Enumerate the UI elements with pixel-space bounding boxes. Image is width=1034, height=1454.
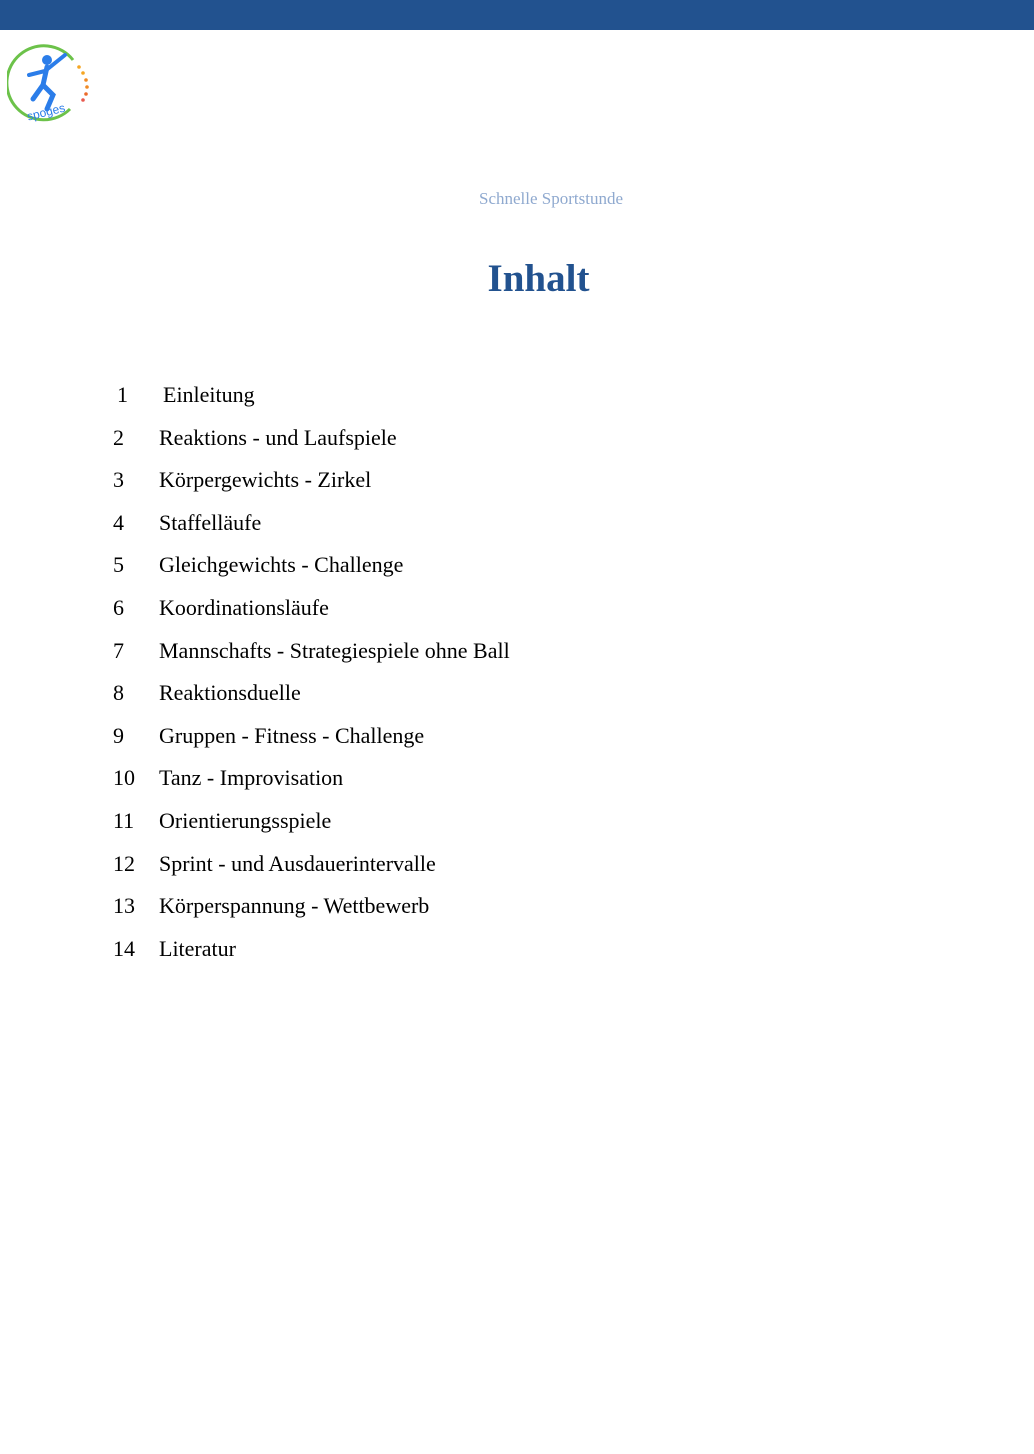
- toc-entry-label: Koordinationsläufe: [159, 594, 329, 620]
- toc-entry[interactable]: [113, 421, 813, 464]
- toc-entry[interactable]: [113, 463, 813, 506]
- document-subtitle: Schnelle Sportstunde: [478, 189, 623, 208]
- toc-entry-number: 12: [113, 850, 135, 876]
- toc-entry-number: 8: [113, 680, 124, 706]
- toc-entry-label: Einleitung: [163, 382, 255, 407]
- header-bar: [0, 0, 1034, 30]
- page-title: Inhalt: [487, 257, 590, 300]
- spoges-logo: [7, 43, 93, 125]
- toc-entry[interactable]: [113, 378, 813, 421]
- toc-entry[interactable]: [113, 804, 813, 847]
- toc-entry-label: Körpergewichts - Zirkel: [159, 467, 372, 493]
- toc-entry-number: 4: [113, 509, 124, 535]
- toc-entry[interactable]: [113, 548, 813, 591]
- toc-entry-number: 2: [113, 424, 124, 450]
- toc-entry-number: 9: [113, 722, 124, 748]
- toc-entry[interactable]: [113, 591, 813, 634]
- toc-entry[interactable]: [113, 719, 813, 762]
- toc-entry-number: 11: [113, 807, 135, 833]
- toc-entry[interactable]: [113, 761, 813, 804]
- toc-entry-number: 10: [113, 765, 135, 791]
- toc-entry-label: Mannschafts - Strategiespiele ohne Ball: [159, 637, 510, 663]
- toc-entry-label: Staffelläufe: [159, 509, 262, 535]
- toc-entry-number: 7: [113, 637, 124, 663]
- toc-entry-label: Gleichgewichts - Challenge: [159, 552, 404, 578]
- toc-entry-number: 6: [113, 594, 124, 620]
- toc-entry-number: 13: [113, 893, 135, 919]
- toc-entry-label: Reaktionsduelle: [159, 680, 301, 706]
- toc-entry-label: Körperspannung - Wettbewerb: [159, 893, 430, 919]
- svg-text:spoges: spoges: [25, 100, 67, 124]
- toc-entry-label: Reaktions - und Laufspiele: [159, 424, 397, 450]
- toc-entry[interactable]: [113, 634, 813, 677]
- toc-entry[interactable]: [113, 847, 813, 890]
- toc-entry-number: 5: [113, 552, 124, 578]
- toc-entry[interactable]: [113, 889, 813, 932]
- toc-entry-number: 3: [113, 467, 124, 493]
- toc-entry-number: 1: [117, 382, 128, 407]
- toc-entry-label: Sprint - und Ausdauerintervalle: [159, 850, 436, 876]
- toc-entry-label: Orientierungsspiele: [159, 807, 332, 833]
- toc-entry-number: 14: [113, 935, 135, 961]
- toc-entry[interactable]: [113, 932, 813, 975]
- table-of-contents: [113, 378, 813, 974]
- toc-entry-label: Gruppen - Fitness - Challenge: [159, 722, 425, 748]
- toc-entry-label: Literatur: [159, 935, 236, 961]
- toc-entry[interactable]: [113, 506, 813, 549]
- toc-entry[interactable]: [113, 676, 813, 719]
- logo-graphic: [7, 43, 93, 125]
- toc-entry-label: Tanz - Improvisation: [159, 765, 344, 791]
